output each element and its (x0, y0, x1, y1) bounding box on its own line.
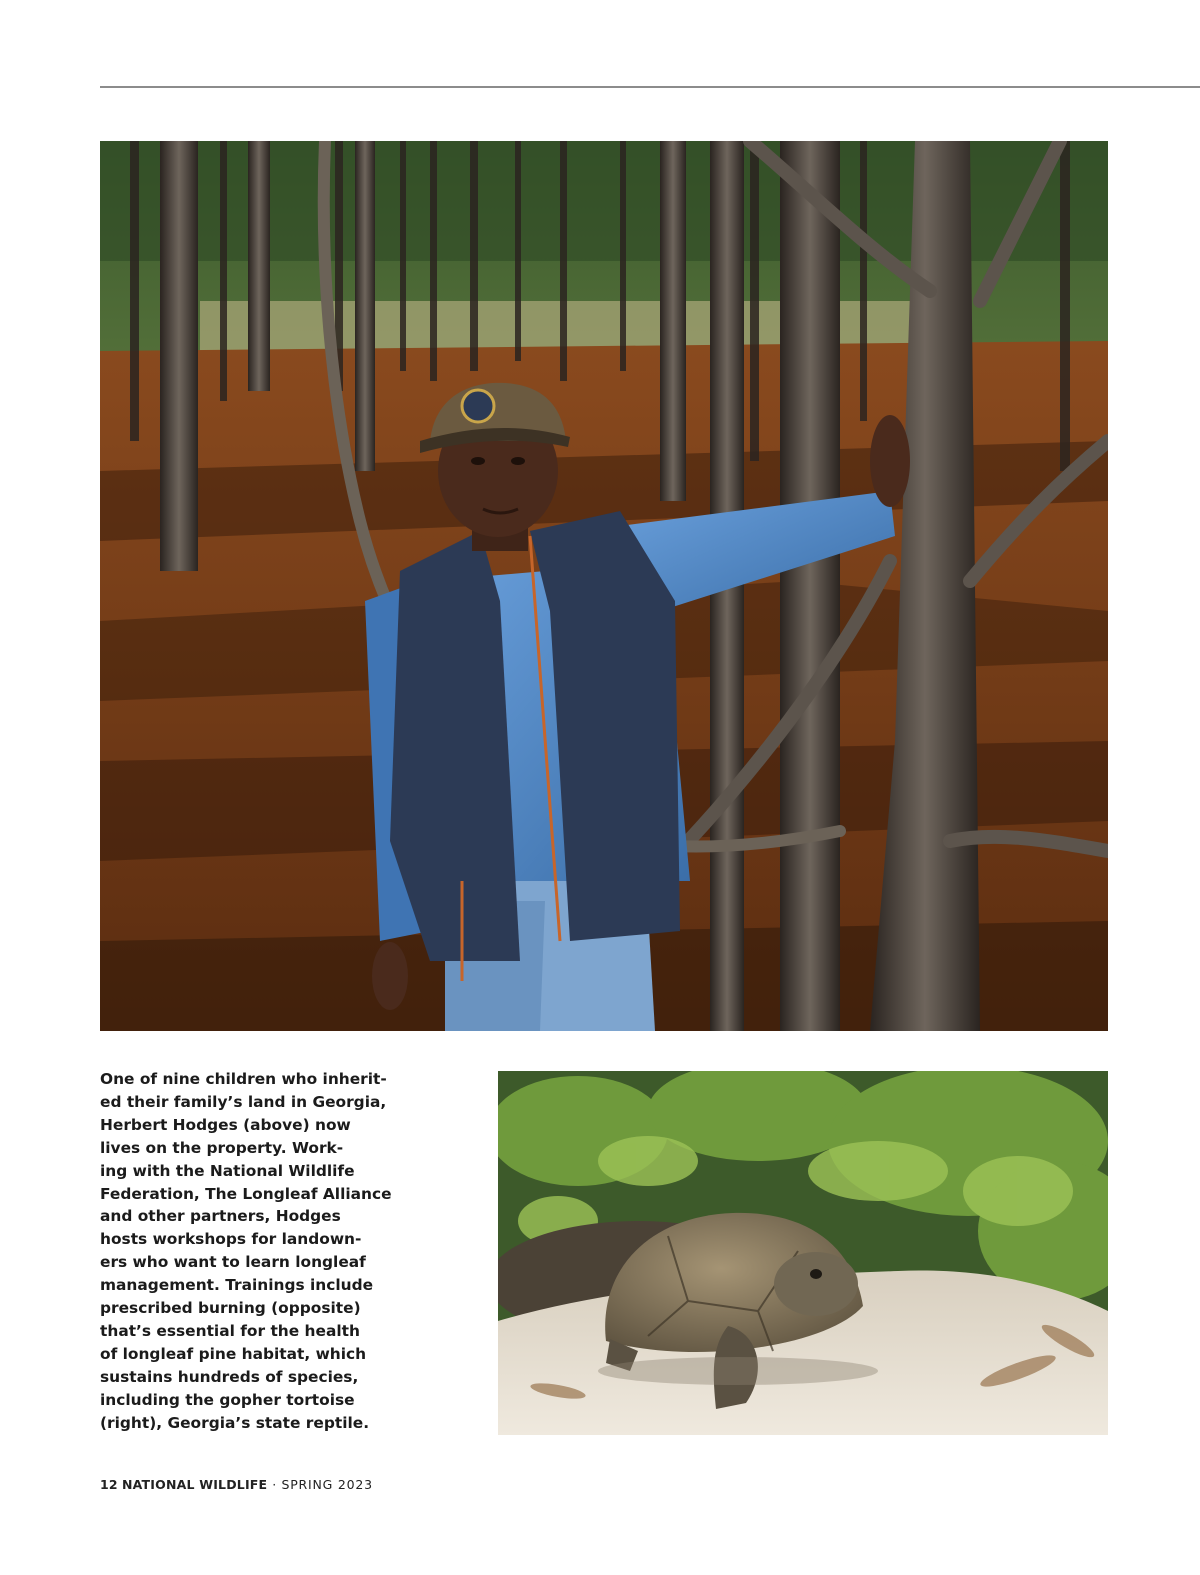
issue-label: SPRING 2023 (281, 1477, 373, 1492)
caption-line: ers who want to learn longleaf (100, 1253, 366, 1272)
caption-line: hosts workshops for landown- (100, 1230, 362, 1249)
footer-separator: · (272, 1477, 277, 1492)
caption-line: ed their family’s land in Georgia, (100, 1092, 387, 1111)
caption-line: and other partners, Hodges (100, 1207, 341, 1226)
header-rule (100, 86, 1200, 88)
caption-line: that’s essential for the health (100, 1321, 360, 1340)
caption-line: (right), Georgia’s state reptile. (100, 1413, 370, 1432)
caption-line: ing with the National Wildlife (100, 1161, 355, 1180)
caption-line: sustains hundreds of species, (100, 1367, 359, 1386)
caption-line: Herbert Hodges (above) now (100, 1115, 351, 1134)
caption-line: management. Trainings include (100, 1276, 374, 1295)
caption-line: lives on the property. Work- (100, 1138, 344, 1157)
caption-line: prescribed burning (opposite) (100, 1299, 361, 1318)
magazine-name: NATIONAL WILDLIFE (121, 1477, 268, 1492)
photo-gopher-tortoise (498, 1071, 1108, 1435)
photo-caption (100, 1068, 392, 1435)
caption-line: of longleaf pine habitat, which (100, 1344, 367, 1363)
page-number: 12 (100, 1477, 118, 1492)
caption-line: One of nine children who inherit- (100, 1070, 387, 1088)
photo-man-in-pine-forest (100, 141, 1108, 1031)
page-footer (100, 1477, 373, 1492)
caption-line: Federation, The Longleaf Alliance (100, 1184, 392, 1203)
caption-line: including the gopher tortoise (100, 1390, 355, 1409)
